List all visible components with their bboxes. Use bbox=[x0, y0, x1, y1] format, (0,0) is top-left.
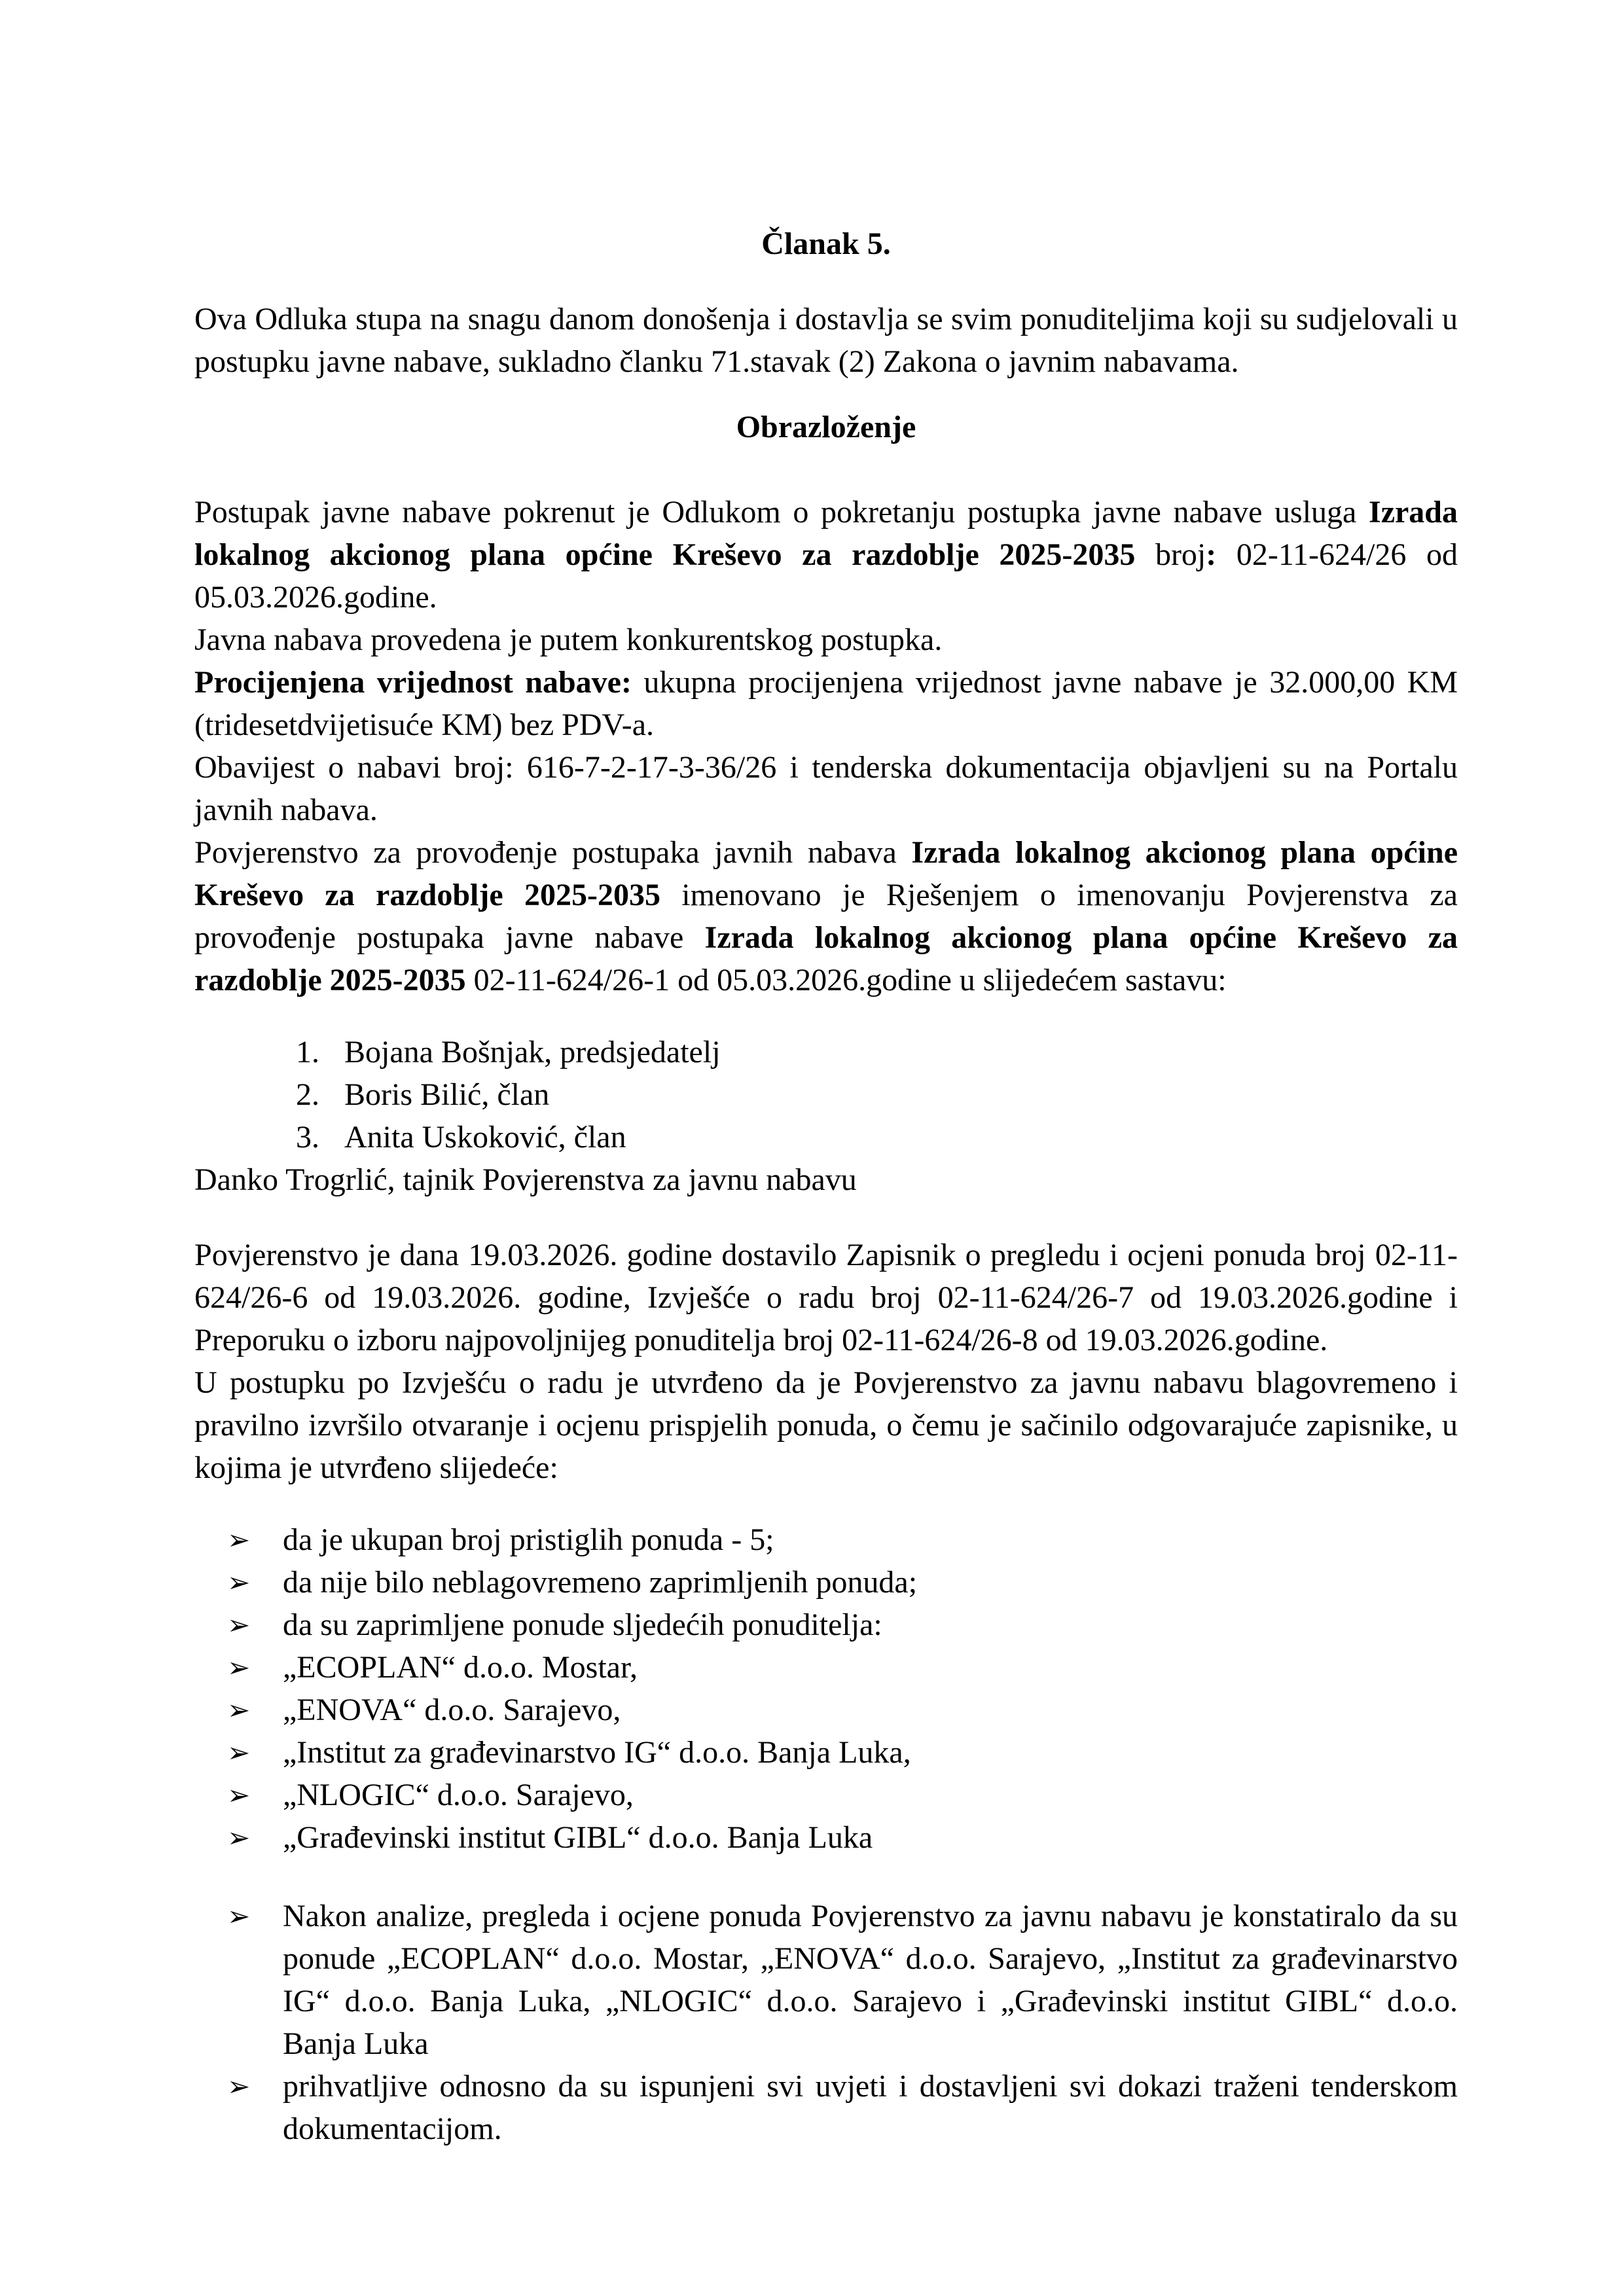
list-number: 3. bbox=[296, 1120, 319, 1155]
finding-item bbox=[194, 1689, 1458, 1731]
committee-member-name: Boris Bilić, član bbox=[344, 1077, 550, 1112]
finding-text: „ECOPLAN“ d.o.o. Mostar, bbox=[283, 1650, 638, 1685]
conclusion-item bbox=[194, 1895, 1458, 2065]
findings-list bbox=[194, 1518, 1458, 1859]
finding-item bbox=[194, 1731, 1458, 1774]
finding-text: „ENOVA“ d.o.o. Sarajevo, bbox=[283, 1693, 621, 1727]
intro-paragraph: Ova Odluka stupa na snagu danom donošenja i dostavlja se svim ponuditeljima koji su sudjelovali u postupku javne nabave, sukladno članku 71.stavak (2) Zakona o javnim nabavama. bbox=[194, 302, 1458, 379]
article-heading: Članak 5. bbox=[761, 226, 891, 261]
committee-member-name: Anita Uskoković, član bbox=[344, 1120, 626, 1155]
committee-member-row bbox=[194, 1073, 1458, 1116]
finding-item bbox=[194, 1774, 1458, 1816]
arrow-bullet-icon: ➢ bbox=[227, 1566, 251, 1598]
arrow-bullet-icon: ➢ bbox=[227, 1609, 251, 1641]
finding-item bbox=[194, 1816, 1458, 1859]
conclusions-list bbox=[194, 1895, 1458, 2150]
finding-text: da je ukupan broj pristiglih ponuda - 5; bbox=[283, 1522, 774, 1557]
finding-text: da nije bilo neblagovremeno zaprimljenih ponuda; bbox=[283, 1565, 918, 1600]
list-number: 1. bbox=[296, 1035, 319, 1069]
conclusion-text: Nakon analize, pregleda i ocjene ponuda Povjerenstvo za javnu nabavu je konstatiralo da su ponude „ECOPLAN“ d.o.o. Mostar, „ENOVA“ d.o.o. Sarajevo, „Institut za građevinarstvo IG“ d.o.o. Banja Luka, „NLOGIC“ d.o.o. Sarajevo i „Građevinski institut GIBL“ d.o.o. Banja Luka bbox=[283, 1899, 1458, 2061]
arrow-bullet-icon: ➢ bbox=[227, 1779, 251, 1811]
arrow-bullet-icon: ➢ bbox=[227, 2070, 251, 2102]
arrow-bullet-icon: ➢ bbox=[227, 1651, 251, 1683]
committee-member-list bbox=[194, 1031, 1458, 1158]
reports-paragraph: Povjerenstvo je dana 19.03.2026. godine dostavilo Zapisnik o pregledu i ocjeni ponuda broj 02-11-624/26-6 od 19.03.2026. godine, Izvješće o radu broj 02-11-624/26-7 od 19.03.2026.godine i Preporuku o izboru najpovoljnijeg ponuditelja broj 02-11-624/26-8 od 19.03.2026.godine. bbox=[194, 1238, 1458, 1357]
finding-text: da su zaprimljene ponude sljedećih ponuditelja: bbox=[283, 1607, 882, 1642]
arrow-bullet-icon: ➢ bbox=[227, 1736, 251, 1768]
arrow-bullet-icon: ➢ bbox=[227, 1524, 251, 1556]
notice-paragraph: Obavijest o nabavi broj: 616-7-2-17-3-36/26 i tenderska dokumentacija objavljeni su na Portalu javnih nabava. bbox=[194, 750, 1458, 827]
arrow-bullet-icon: ➢ bbox=[227, 1821, 251, 1854]
initiation-paragraph: Postupak javne nabave pokrenut je Odlukom o pokretanju postupka javne nabave usluga Izrada lokalnog akcionog plana općine Kreševo za razdoblje 2025-2035 broj: 02-11-624/26 od 05.03.2026.godine. bbox=[194, 495, 1458, 615]
list-number: 2. bbox=[296, 1077, 319, 1112]
secretary-line: Danko Trogrlić, tajnik Povjerenstva za javnu nabavu bbox=[194, 1162, 857, 1197]
finding-text: „Građevinski institut GIBL“ d.o.o. Banja Luka bbox=[283, 1820, 873, 1855]
conclusion-text: prihvatljive odnosno da su ispunjeni svi uvjeti i dostavljeni svi dokazi traženi tenderskom dokumentacijom. bbox=[283, 2069, 1458, 2146]
finding-item bbox=[194, 1646, 1458, 1689]
arrow-bullet-icon: ➢ bbox=[227, 1694, 251, 1726]
committee-paragraph: Povjerenstvo za provođenje postupaka javnih nabava Izrada lokalnog akcionog plana općine Kreševo za razdoblje 2025-2035 imenovano je Rješenjem o imenovanju Povjerenstva za provođenje postupaka javne nabave Izrada lokalnog akcionog plana općine Kreševo za razdoblje 2025-2035 02-11-624/26-1 od 05.03.2026.godine u slijedećem sastavu: bbox=[194, 835, 1458, 997]
estimated-value-paragraph: Procijenjena vrijednost nabave: ukupna procijenjena vrijednost javne nabave je 32.000,00 KM (tridesetdvijetisuće KM) bez PDV-a. bbox=[194, 665, 1458, 742]
finding-item bbox=[194, 1561, 1458, 1604]
committee-member-row bbox=[194, 1116, 1458, 1158]
finding-text: „NLOGIC“ d.o.o. Sarajevo, bbox=[283, 1778, 634, 1812]
findings-intro-paragraph: U postupku po Izvješću o radu je utvrđeno da je Povjerenstvo za javnu nabavu blagovremeno i pravilno izvršilo otvaranje i ocjenu prispjelih ponuda, o čemu je sačinilo odgovarajuće zapisnike, u kojima je utvrđeno slijedeće: bbox=[194, 1365, 1458, 1485]
arrow-bullet-icon: ➢ bbox=[227, 1900, 251, 1932]
conclusion-item bbox=[194, 2065, 1458, 2150]
committee-member-row bbox=[194, 1031, 1458, 1073]
procedure-line: Javna nabava provedena je putem konkurentskog postupka. bbox=[194, 622, 943, 657]
finding-item bbox=[194, 1604, 1458, 1646]
finding-text: „Institut za građevinarstvo IG“ d.o.o. Banja Luka, bbox=[283, 1735, 911, 1770]
committee-member-name: Bojana Bošnjak, predsjedatelj bbox=[344, 1035, 721, 1069]
section-heading: Obrazloženje bbox=[736, 410, 916, 444]
finding-item bbox=[194, 1518, 1458, 1561]
